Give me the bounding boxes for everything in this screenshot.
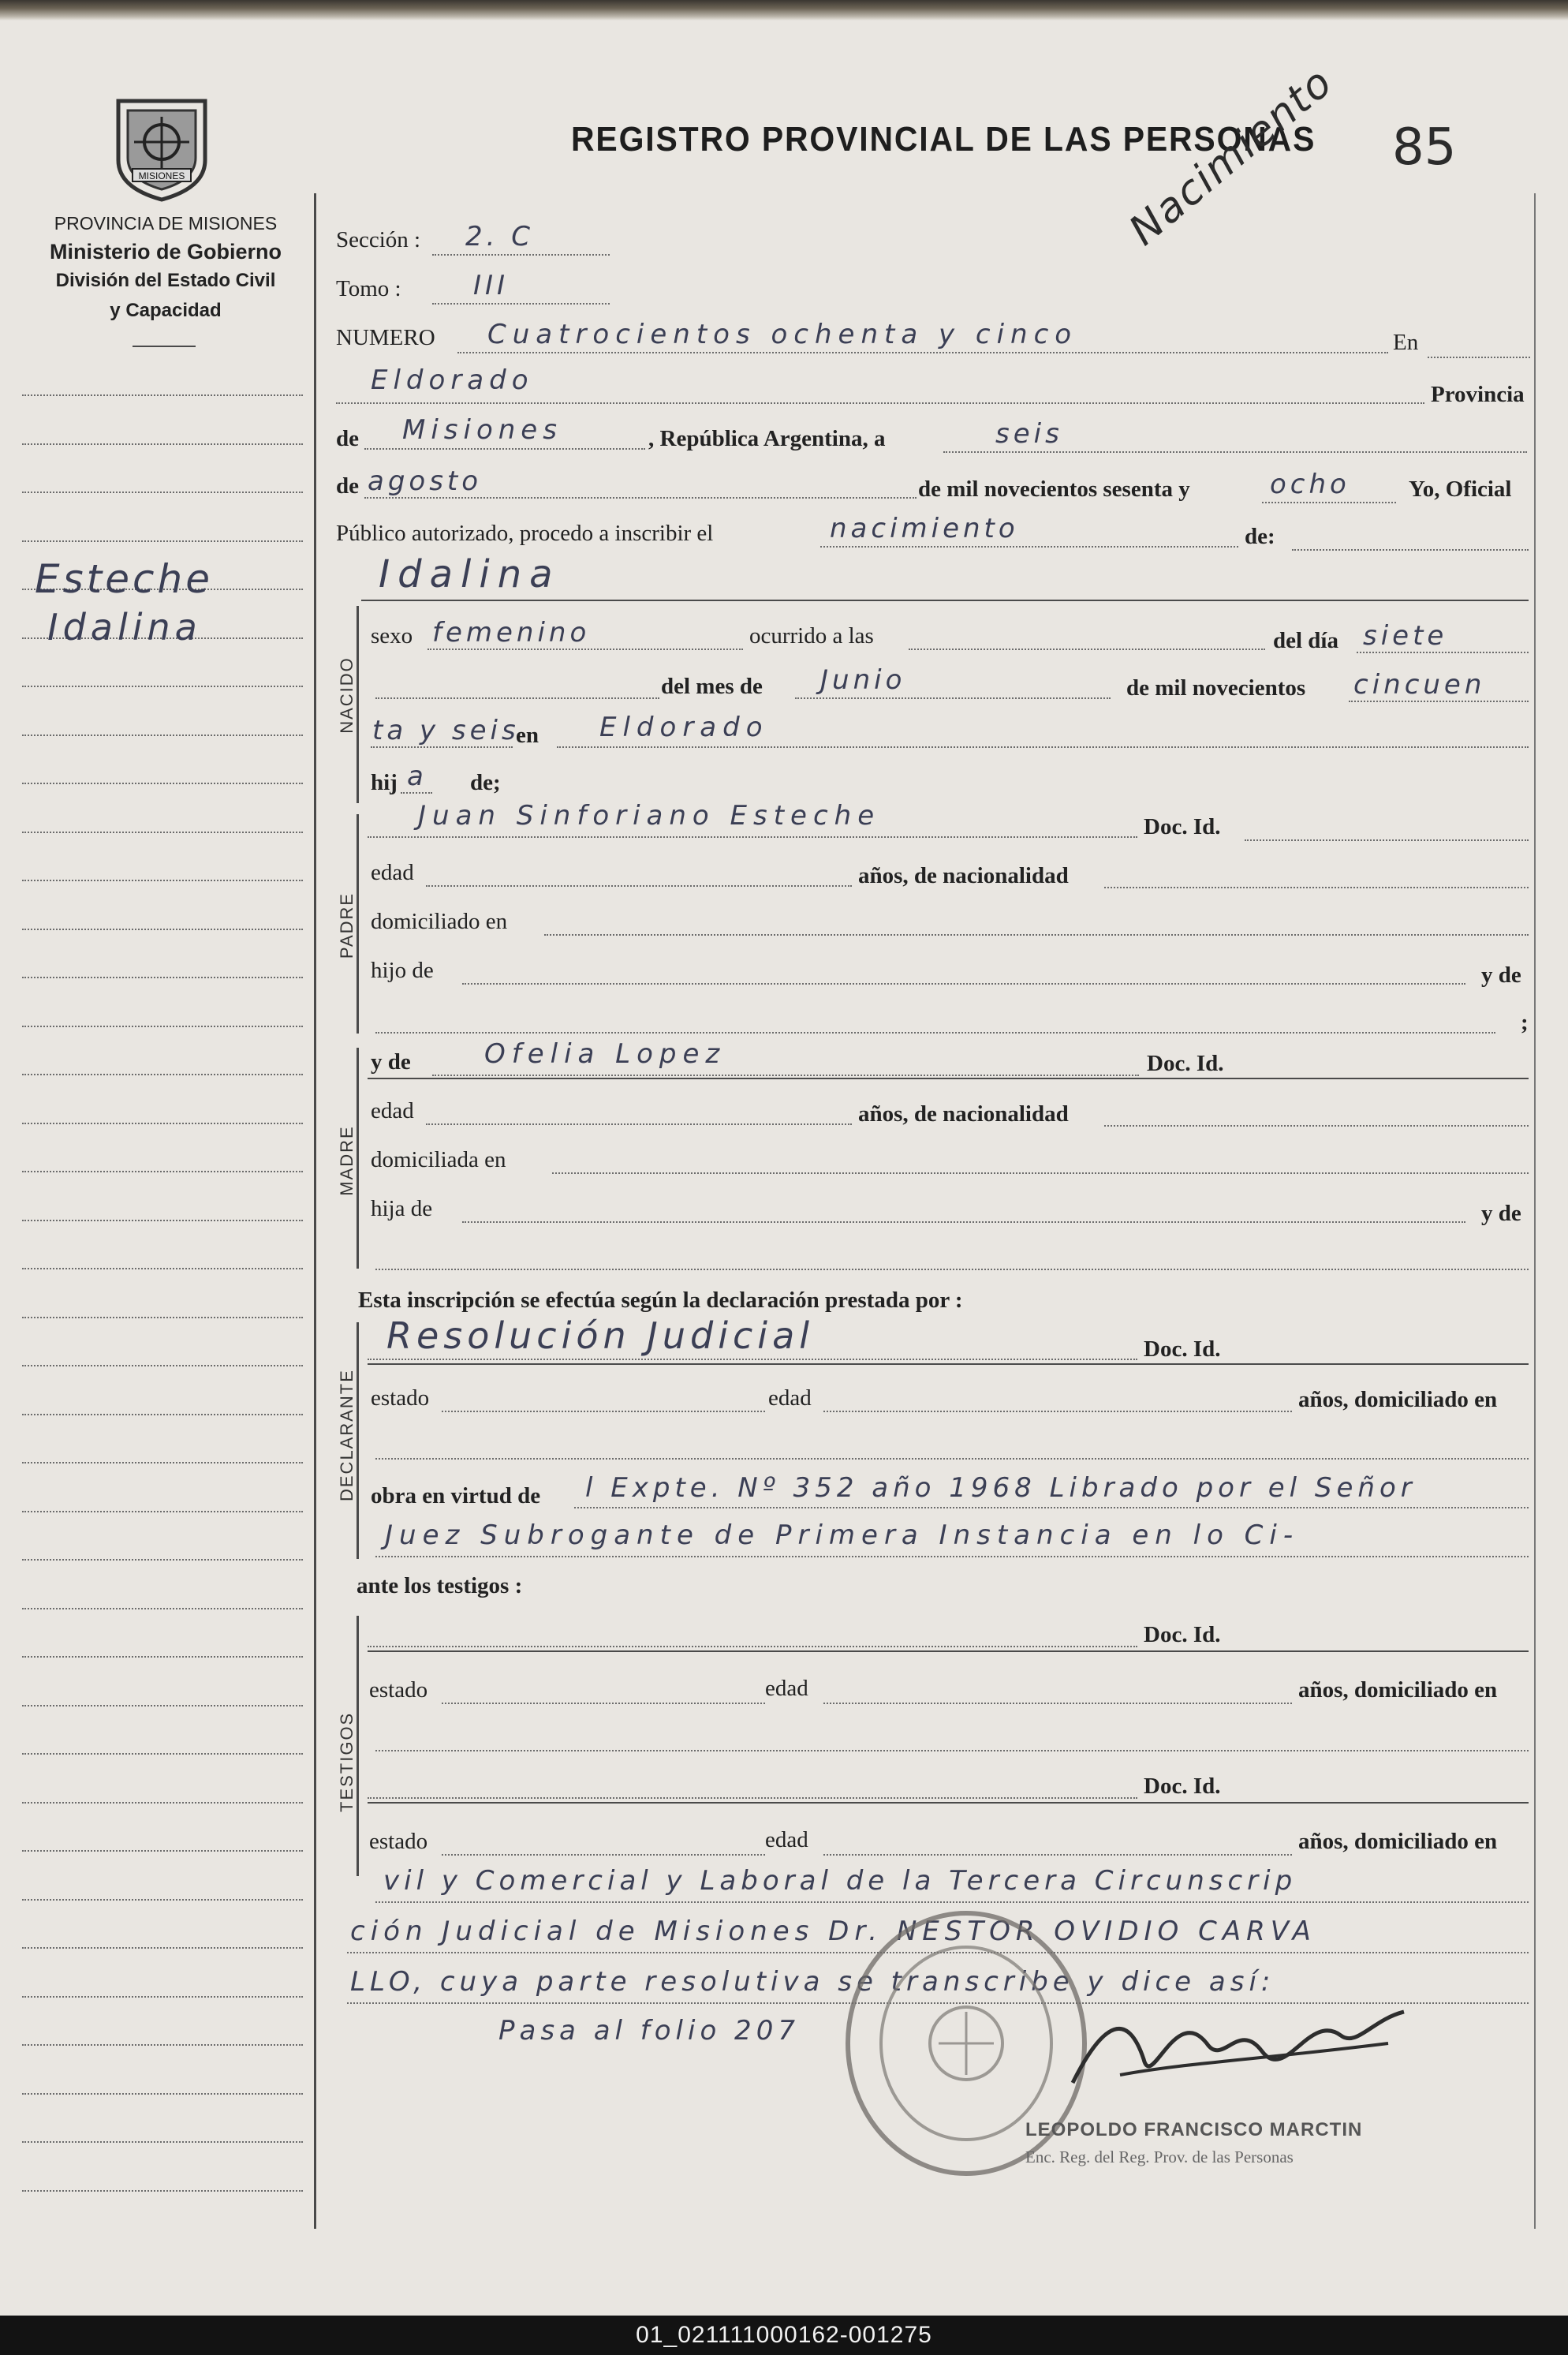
padre-hijo-de-line: [462, 983, 1465, 985]
padre-domicilio-label: domiciliado en: [371, 909, 508, 934]
oficial-label: Yo, Oficial: [1409, 477, 1512, 502]
margin-column-border: [314, 193, 316, 2229]
obra-label: obra en virtud de: [371, 1483, 541, 1508]
margin-ruled-line: [22, 1511, 303, 1512]
sexo-value: femenino: [432, 617, 591, 649]
margin-ruled-line: [22, 394, 303, 396]
de-mes-label: de: [336, 473, 359, 499]
org-line-province: PROVINCIA DE MISIONES: [54, 213, 278, 234]
margin-ruled-line: [22, 977, 303, 978]
signature-name: LEOPOLDO FRANCISCO MARCTIN: [1025, 2119, 1363, 2140]
lugar-nac-line: [557, 746, 1529, 748]
coat-of-arms-icon: [110, 93, 213, 204]
anio-nac-value-2: ta y seis: [372, 715, 520, 746]
declarante-section-label: DECLARANTE: [337, 1369, 357, 1501]
provincia-label: Provincia: [1431, 382, 1525, 407]
cont-text-4: Pasa al folio 207: [498, 2015, 800, 2047]
padre-doc-label: Doc. Id.: [1144, 814, 1221, 839]
testigo2-edad-line: [823, 1854, 1292, 1856]
hij-line: [401, 792, 432, 794]
anio-nac-line-2: [371, 746, 513, 748]
madre-nacionalidad-label: años, de nacionalidad: [858, 1101, 1069, 1127]
en-label: En: [1393, 330, 1419, 355]
testigo2-nombre-line: [368, 1797, 1137, 1799]
testigos-intro: ante los testigos :: [357, 1573, 523, 1598]
margin-ruled-line: [22, 1074, 303, 1075]
republica-label: , República Argentina, a: [648, 426, 886, 451]
acto-value: nacimiento: [830, 513, 1019, 544]
margin-ruled-line: [22, 1559, 303, 1561]
hora-line: [909, 649, 1265, 650]
margin-ruled-line: [22, 783, 303, 784]
testigo1-edad-line: [823, 1703, 1292, 1704]
declarante-edad-label: edad: [768, 1385, 812, 1411]
sexo-label: sexo: [371, 623, 413, 649]
mes-nac-line: [795, 697, 1111, 699]
margin-ruled-line: [22, 929, 303, 930]
margin-ruled-line: [22, 1947, 303, 1949]
margin-ruled-line: [22, 686, 303, 687]
testigo2-estado-label: estado: [369, 1829, 428, 1854]
padre-hijo-de-label: hijo de: [371, 958, 434, 983]
mes-line: [364, 497, 917, 499]
obra-line-1: [574, 1507, 1529, 1508]
de-semicolon-label: de;: [470, 770, 501, 795]
en-nac-label: en: [516, 723, 539, 748]
seccion-label: Sección :: [336, 227, 421, 252]
hij-label: hij: [371, 770, 398, 795]
signature-icon: [1057, 1988, 1420, 2114]
sexo-line: [427, 649, 743, 650]
dia-line: [943, 451, 1527, 453]
testigo1-domicilio-label: años, domiciliado en: [1298, 1677, 1498, 1703]
testigo1-domicilio-line: [375, 1750, 1529, 1751]
page-title: REGISTRO PROVINCIAL DE LAS PERSONAS: [571, 120, 1316, 159]
padre-nombre-value: Juan Sinforiano Esteche: [418, 800, 881, 832]
margin-ruled-line: [22, 1705, 303, 1706]
org-divider: [133, 346, 196, 347]
dia-value: seis: [995, 418, 1063, 450]
margin-ruled-line: [22, 1026, 303, 1027]
mes-nac-value: Junio: [820, 664, 906, 696]
padre-y-de-label: y de: [1481, 963, 1521, 988]
right-border: [1534, 193, 1536, 2229]
seccion-value: 2. C: [465, 221, 534, 252]
margin-ruled-line: [22, 1268, 303, 1269]
declarante-domicilio-label: años, domiciliado en: [1298, 1387, 1498, 1412]
lugar-value: Eldorado: [371, 364, 534, 396]
del-mes-prefix-line: [375, 697, 659, 699]
margin-ruled-line: [22, 2141, 303, 2143]
anio-line: [1262, 502, 1396, 503]
testigo1-estado-line: [442, 1703, 765, 1704]
padre-y-de-line: [375, 1032, 1495, 1034]
tomo-label: Tomo :: [336, 276, 401, 301]
padre-domicilio-line: [544, 934, 1529, 936]
margin-ruled-line: [22, 832, 303, 833]
tomo-line: [432, 303, 610, 305]
margin-ruled-line: [22, 1462, 303, 1463]
testigos-section-label: TESTIGOS: [337, 1711, 357, 1812]
testigo1-solid-line: [368, 1650, 1529, 1652]
margin-ruled-line: [22, 1608, 303, 1609]
margin-ruled-line: [22, 1220, 303, 1221]
madre-y-de-end-label: y de: [1481, 1201, 1521, 1226]
padre-nacionalidad-line: [1104, 887, 1529, 888]
lugar-nac-value: Eldorado: [599, 712, 769, 743]
margin-ruled-line: [22, 1656, 303, 1658]
madre-nacionalidad-line: [1104, 1125, 1529, 1127]
cont-text-3: LLO, cuya parte resolutiva se transcribe y dice así:: [350, 1966, 1275, 1998]
anio-nac-value-1: cincuen: [1353, 669, 1486, 701]
margin-ruled-line: [22, 735, 303, 736]
cont-text-1: vil y Comercial y Laboral de la Tercera Circunscrip: [383, 1865, 1297, 1897]
margin-ruled-line: [22, 1123, 303, 1124]
mes-value: agosto: [368, 465, 483, 497]
margin-ruled-line: [22, 1753, 303, 1755]
provincia-value-line: [364, 448, 645, 450]
nombre-line: [361, 600, 1529, 601]
provincia-value: Misiones: [402, 414, 562, 446]
margin-ruled-line: [22, 880, 303, 881]
ocurrido-label: ocurrido a las: [749, 623, 874, 649]
seccion-line: [432, 254, 610, 256]
org-line-capacity: y Capacidad: [110, 300, 222, 321]
madre-solid-line: [368, 1078, 1529, 1079]
padre-doc-line: [1245, 839, 1529, 841]
declarante-nombre-line: [368, 1359, 1137, 1360]
anio-nac-line: [1349, 701, 1529, 702]
madre-nombre-line: [432, 1075, 1139, 1076]
numero-value: Cuatrocientos ochenta y cinco: [487, 319, 1078, 350]
madre-hija-de-label: hija de: [371, 1196, 433, 1221]
margin-ruled-line: [22, 1365, 303, 1366]
org-line-ministry: Ministerio de Gobierno: [49, 240, 282, 264]
anio-value: ocho: [1270, 469, 1350, 500]
testigo1-estado-label: estado: [369, 1677, 428, 1703]
testigo1-edad-label: edad: [765, 1676, 808, 1701]
declarante-intro: Esta inscripción se efectúa según la declaración prestada por :: [358, 1288, 963, 1313]
declarante-domicilio-line: [375, 1458, 1529, 1460]
madre-hija-de-line: [462, 1221, 1465, 1223]
obra-value-2: Juez Subrogante de Primera Instancia en lo Ci-: [385, 1520, 1300, 1551]
padre-semicolon: ;: [1521, 1010, 1529, 1035]
margin-ruled-line: [22, 1996, 303, 1998]
page-number: 85: [1392, 118, 1457, 177]
mil-nac-label: de mil novecientos: [1126, 675, 1306, 701]
madre-section-label: MADRE: [337, 1125, 357, 1196]
org-line-division: División del Estado Civil: [55, 270, 276, 291]
de-colon-line: [1292, 549, 1529, 551]
margin-ruled-line: [22, 1899, 303, 1901]
dia-nac-value: siete: [1363, 620, 1448, 652]
hij-value: a: [407, 761, 427, 792]
testigo2-solid-line: [368, 1802, 1529, 1804]
de-colon-label: de:: [1245, 524, 1275, 549]
testigo1-nombre-line: [368, 1646, 1137, 1647]
publico-label: Público autorizado, procedo a inscribir el: [336, 521, 714, 546]
margin-ruled-line: [22, 1414, 303, 1415]
madre-doc-label: Doc. Id.: [1147, 1051, 1224, 1076]
margin-ruled-line: [22, 1850, 303, 1852]
madre-nombre-value: Ofelia Lopez: [484, 1038, 726, 1070]
testigo1-doc-label: Doc. Id.: [1144, 1622, 1221, 1647]
madre-edad-line: [426, 1123, 852, 1125]
testigo2-domicilio-label: años, domiciliado en: [1298, 1829, 1498, 1854]
madre-y-de-label: y de: [371, 1049, 411, 1075]
numero-line: [457, 352, 1388, 353]
cont-text-2: ción Judicial de Misiones Dr. NESTOR OVIDIO CARVA: [350, 1916, 1316, 1947]
margin-ruled-line: [22, 2044, 303, 2046]
padre-nacionalidad-label: años, de nacionalidad: [858, 863, 1069, 888]
del-mes-label: del mes de: [661, 674, 763, 699]
acto-line: [820, 546, 1238, 548]
margin-ruled-line: [22, 1317, 303, 1318]
margin-ruled-line: [22, 2190, 303, 2192]
declarante-nombre-value: Resolución Judicial: [386, 1314, 815, 1357]
testigo2-estado-line: [442, 1854, 765, 1856]
margin-ruled-line: [22, 443, 303, 445]
testigo2-edad-label: edad: [765, 1827, 808, 1852]
obra-line-2: [375, 1556, 1529, 1557]
del-dia-label: del día: [1273, 628, 1338, 653]
numero-label: NUMERO: [336, 325, 435, 350]
testigo2-doc-label: Doc. Id.: [1144, 1774, 1221, 1799]
declarante-edad-line: [823, 1411, 1292, 1412]
lugar-line: [336, 402, 1424, 404]
declarante-estado-label: estado: [371, 1385, 430, 1411]
padre-edad-label: edad: [371, 860, 414, 885]
svg-text:MISIONES: MISIONES: [138, 170, 185, 181]
dia-nac-line: [1357, 652, 1529, 653]
declarante-solid-line: [368, 1363, 1529, 1365]
margin-ruled-line: [22, 2093, 303, 2095]
nacido-section-label: NACIDO: [337, 656, 357, 734]
madre-final-line: [375, 1269, 1529, 1270]
margin-annotation: Nacimiento: [1120, 58, 1342, 255]
tomo-value: III: [473, 270, 510, 301]
obra-value-1: l Expte. Nº 352 año 1968 Librado por el Señor: [585, 1472, 1417, 1504]
padre-nombre-line: [368, 836, 1137, 838]
madre-domicilio-line: [552, 1172, 1529, 1174]
margin-surname: Esteche: [35, 556, 213, 602]
footer-bar: [0, 2316, 1568, 2355]
declarante-doc-label: Doc. Id.: [1144, 1336, 1221, 1362]
padre-section-label: PADRE: [337, 892, 357, 959]
nombre-value: Idalina: [379, 552, 561, 596]
margin-given-name: Idalina: [47, 606, 202, 649]
signature-title: Enc. Reg. del Reg. Prov. de las Personas: [1025, 2148, 1294, 2166]
padre-edad-line: [426, 885, 852, 887]
madre-edad-label: edad: [371, 1098, 414, 1123]
margin-ruled-line: [22, 1802, 303, 1804]
footer-reference: 01_021111000162-001275: [636, 2322, 932, 2348]
margin-ruled-line: [22, 492, 303, 493]
madre-domicilio-label: domiciliada en: [371, 1147, 506, 1172]
margin-ruled-line: [22, 1171, 303, 1172]
declarante-estado-line: [442, 1411, 765, 1412]
de-label: de: [336, 426, 359, 451]
en-line: [1428, 357, 1530, 358]
mil-label: de mil novecientos sesenta y: [918, 477, 1190, 502]
margin-ruled-line: [22, 540, 303, 542]
